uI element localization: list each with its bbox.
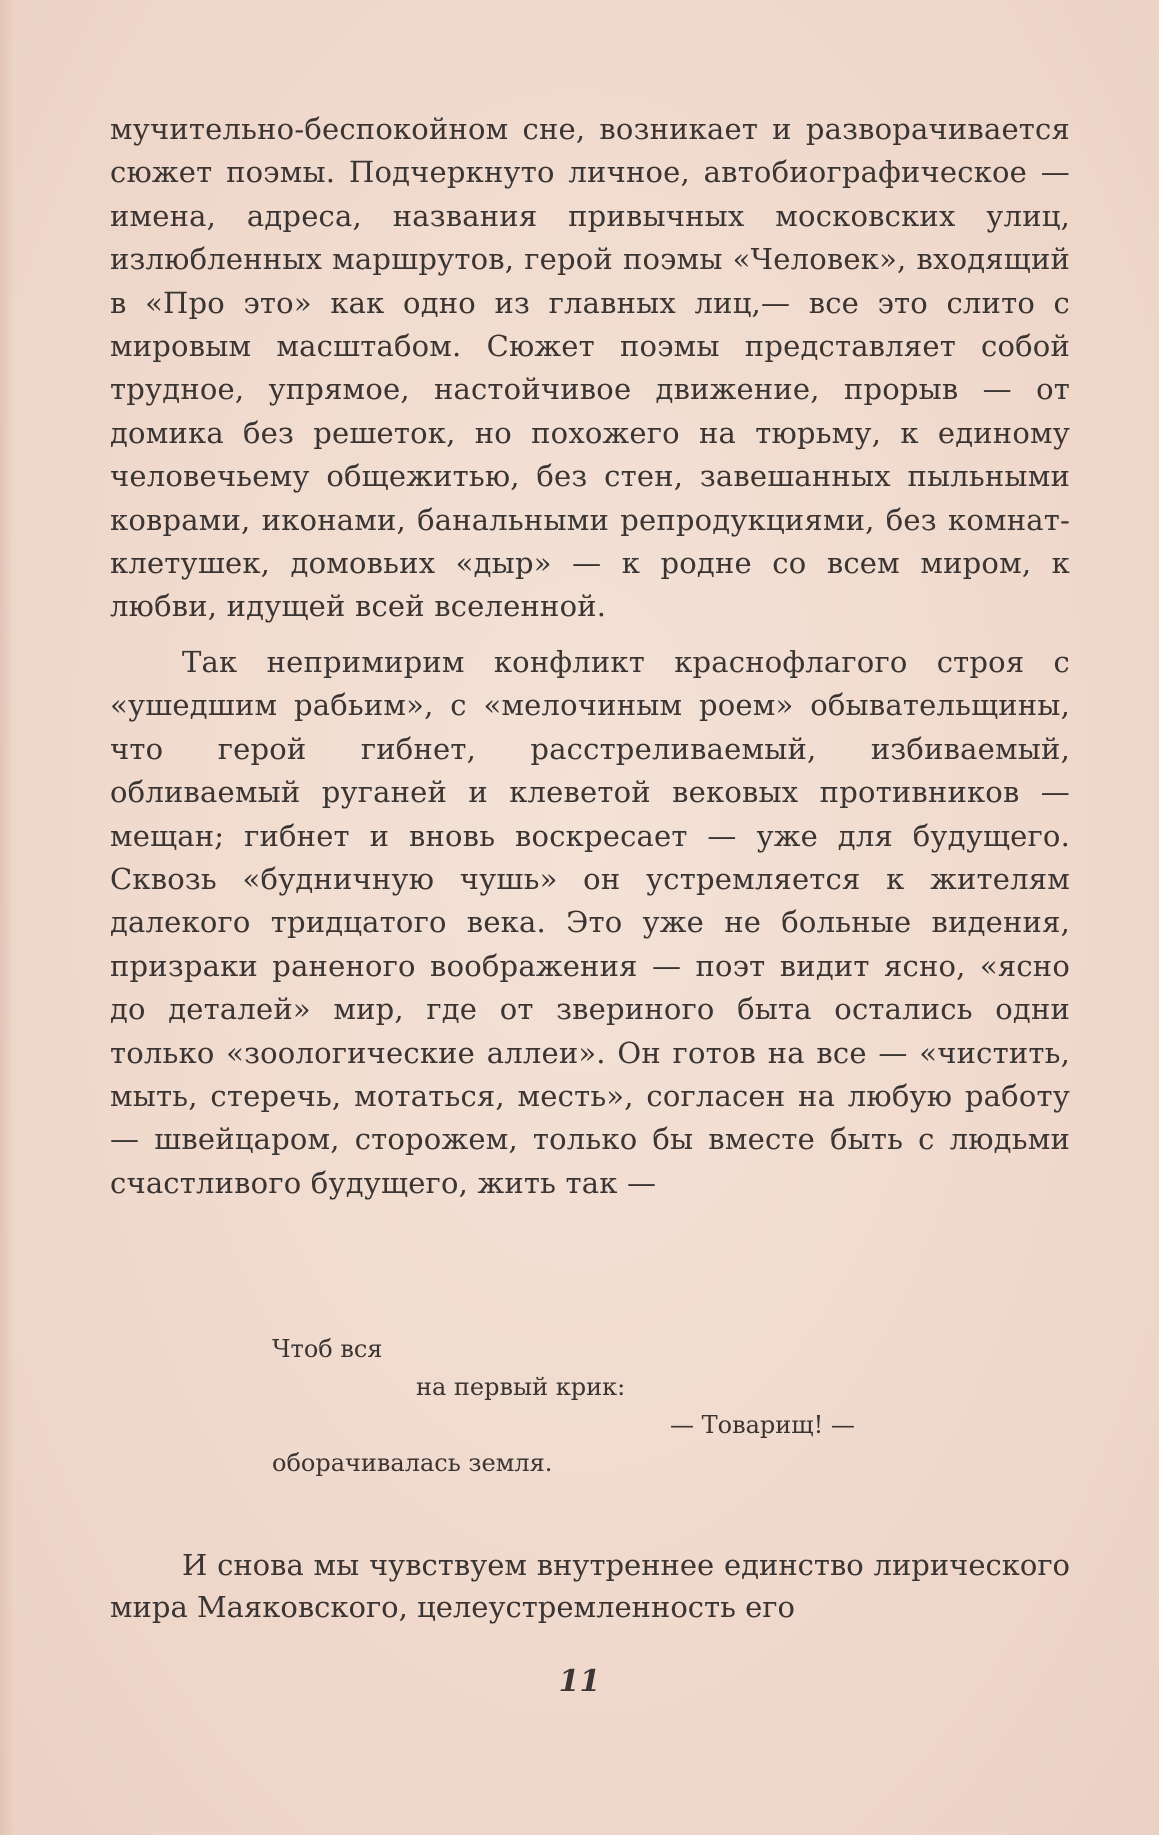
page-number: 11 (558, 1664, 601, 1699)
verse-line-4: оборачивалась земля. (272, 1449, 553, 1477)
paragraph-2: Так непримирим конфликт краснофлагого строя с «ушедшим рабьим», с «мелочиным роем» обывательщины, что герой гибнет, расстреливаемый, избиваемый, обливаемый руганей и клеветой вековых противников — мещан; гибнет и вновь воскресает — уже для будущего. Сквозь «будничную чушь» он устремляется к жителям далекого тридцатого века. Это уже не больные видения, призраки раненого воображения — поэт видит ясно, «ясно до деталей» мир, где от звериного быта остались одни только «зоологические аллеи». Он готов на все — «чистить, мыть, стеречь, мотаться, месть», согласен на любую работу — швейцаром, сторожем, только бы вместе быть с людьми счастливого будущего, жить так — (110, 644, 1070, 1200)
paragraph-3: И снова мы чувствуем внутреннее единство лирического мира Маяковского, целеустремленность его (110, 1548, 1070, 1624)
main-text (110, 108, 1070, 1205)
verse-quote (110, 1330, 1070, 1490)
verse-line-1: Чтоб вся (272, 1335, 383, 1363)
verse-line-3: — Товарищ! — (670, 1411, 855, 1439)
paragraph-1: мучительно-беспокойном сне, возникает и разворачивается сюжет поэмы. Подчеркнуто личное, автобиографическое — имена, адреса, названия привычных московских улиц, излюбленных маршрутов, герой поэмы «Человек», входящий в «Про это» как одно из главных лиц,— все это слито с мировым масштабом. Сюжет поэмы представляет собой трудное, упрямое, настойчивое движение, прорыв — от домика без решеток, но похожего на тюрьму, к единому человечьему общежитью, без стен, завешанных пыльными коврами, иконами, банальными репродукциями, без комнат-клетушек, домовьих «дыр» — к родне со всем миром, к любви, идущей всей вселенной. (110, 112, 1070, 624)
closing-text (110, 1544, 1070, 1628)
verse-line-2: на первый крик: (416, 1373, 626, 1401)
page-edge-shadow (0, 0, 14, 1835)
